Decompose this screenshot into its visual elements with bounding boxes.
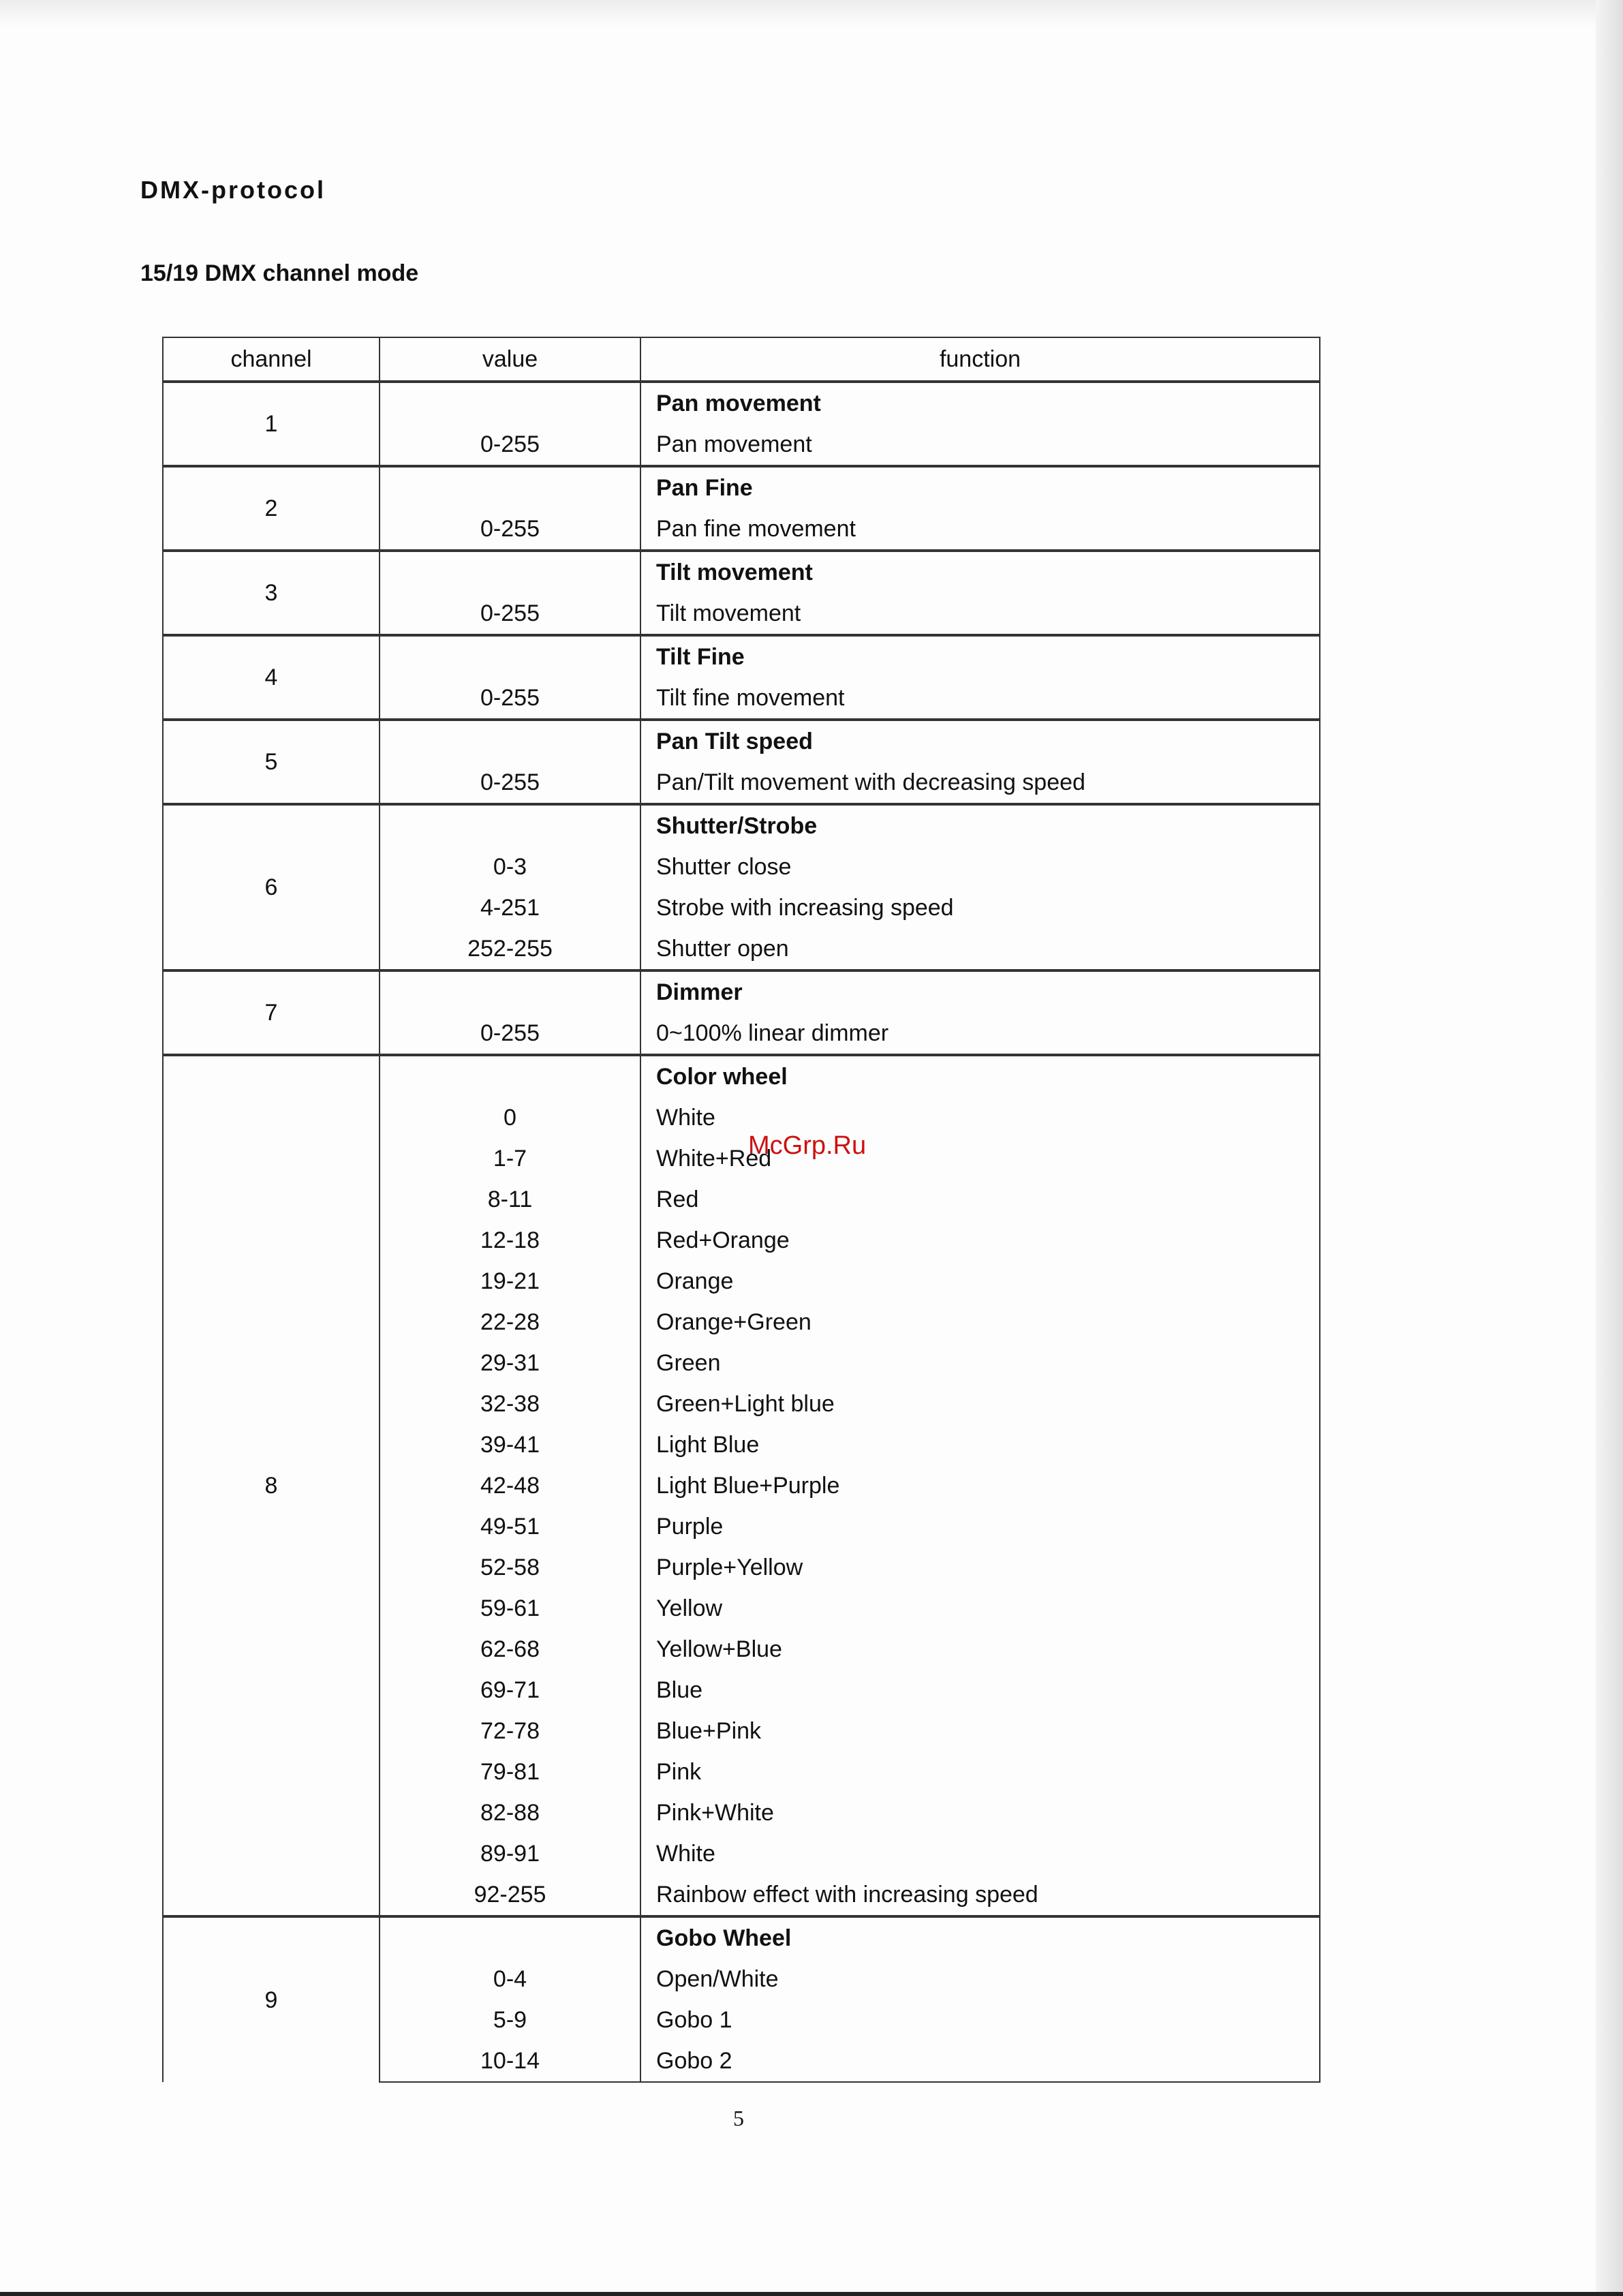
value-cell: 69-71 xyxy=(380,1670,640,1711)
function-group-title: Color wheel xyxy=(640,1055,1320,1097)
function-cell: Orange+Green xyxy=(640,1302,1320,1343)
value-cell: 29-31 xyxy=(380,1343,640,1383)
value-cell: 32-38 xyxy=(380,1383,640,1424)
table-row xyxy=(163,635,1320,677)
table-row xyxy=(163,382,1320,424)
channel-cell: 5 xyxy=(163,720,380,804)
value-cell: 0-255 xyxy=(380,424,640,466)
function-cell: 0~100% linear dimmer xyxy=(640,1013,1320,1055)
value-cell: 1-7 xyxy=(380,1138,640,1179)
value-cell: 82-88 xyxy=(380,1792,640,1833)
function-group-title: Tilt Fine xyxy=(640,635,1320,677)
table-row xyxy=(163,1916,1320,1959)
function-cell: Gobo 2 xyxy=(640,2040,1320,2082)
value-cell: 0 xyxy=(380,1097,640,1138)
page-heading: DMX-protocol xyxy=(140,176,326,204)
function-cell: Pan fine movement xyxy=(640,508,1320,551)
table-row xyxy=(163,970,1320,1013)
value-cell: 49-51 xyxy=(380,1506,640,1547)
function-cell: White+Red xyxy=(640,1138,1320,1179)
section-subheading: 15/19 DMX channel mode xyxy=(140,260,419,286)
function-cell: Pink+White xyxy=(640,1792,1320,1833)
function-cell: Light Blue+Purple xyxy=(640,1465,1320,1506)
function-cell: Green+Light blue xyxy=(640,1383,1320,1424)
function-group-title: Pan Tilt speed xyxy=(640,720,1320,762)
value-cell xyxy=(380,1055,640,1097)
function-cell: Orange xyxy=(640,1261,1320,1302)
function-cell: White xyxy=(640,1833,1320,1874)
value-cell: 0-255 xyxy=(380,508,640,551)
value-cell: 10-14 xyxy=(380,2040,640,2082)
function-group-title: Pan Fine xyxy=(640,466,1320,508)
value-cell: 62-68 xyxy=(380,1629,640,1670)
value-cell xyxy=(380,635,640,677)
function-cell: Tilt fine movement xyxy=(640,677,1320,720)
scan-top-shadow xyxy=(0,0,1623,27)
value-cell xyxy=(380,970,640,1013)
function-cell: Rainbow effect with increasing speed xyxy=(640,1874,1320,1916)
value-cell: 8-11 xyxy=(380,1179,640,1220)
function-cell: Blue+Pink xyxy=(640,1711,1320,1751)
channel-cell: 4 xyxy=(163,635,380,720)
value-cell: 72-78 xyxy=(380,1711,640,1751)
channel-cell: 7 xyxy=(163,970,380,1055)
value-cell: 252-255 xyxy=(380,928,640,970)
table-row xyxy=(163,551,1320,593)
table-row xyxy=(163,466,1320,508)
function-cell: Pan movement xyxy=(640,424,1320,466)
table-header-row xyxy=(163,337,1320,382)
value-cell: 89-91 xyxy=(380,1833,640,1874)
channel-cell: 1 xyxy=(163,382,380,466)
value-cell xyxy=(380,804,640,846)
function-cell: Purple+Yellow xyxy=(640,1547,1320,1588)
table-row xyxy=(163,1055,1320,1097)
value-cell: 42-48 xyxy=(380,1465,640,1506)
value-cell: 19-21 xyxy=(380,1261,640,1302)
value-cell: 0-255 xyxy=(380,762,640,804)
value-cell: 22-28 xyxy=(380,1302,640,1343)
function-cell: Purple xyxy=(640,1506,1320,1547)
column-header-function: function xyxy=(640,337,1320,382)
function-cell: Light Blue xyxy=(640,1424,1320,1465)
value-cell: 12-18 xyxy=(380,1220,640,1261)
value-cell: 92-255 xyxy=(380,1874,640,1916)
function-cell: Pink xyxy=(640,1751,1320,1792)
table-row xyxy=(163,720,1320,762)
function-cell: Pan/Tilt movement with decreasing speed xyxy=(640,762,1320,804)
function-group-title: Dimmer xyxy=(640,970,1320,1013)
function-cell: Yellow xyxy=(640,1588,1320,1629)
function-cell: Shutter open xyxy=(640,928,1320,970)
value-cell xyxy=(380,1916,640,1959)
value-cell: 5-9 xyxy=(380,2000,640,2040)
value-cell: 79-81 xyxy=(380,1751,640,1792)
function-cell: Red xyxy=(640,1179,1320,1220)
function-group-title: Gobo Wheel xyxy=(640,1916,1320,1959)
function-cell: Red+Orange xyxy=(640,1220,1320,1261)
function-cell: Blue xyxy=(640,1670,1320,1711)
function-cell: White xyxy=(640,1097,1320,1138)
watermark-text: McGrp.Ru xyxy=(748,1131,867,1160)
value-cell xyxy=(380,382,640,424)
value-cell: 0-3 xyxy=(380,846,640,887)
function-cell: Gobo 1 xyxy=(640,2000,1320,2040)
channel-cell: 2 xyxy=(163,466,380,551)
table-row xyxy=(163,804,1320,846)
channel-cell: 9 xyxy=(163,1916,380,2082)
value-cell: 52-58 xyxy=(380,1547,640,1588)
channel-cell: 6 xyxy=(163,804,380,970)
value-cell xyxy=(380,466,640,508)
dmx-channel-table xyxy=(162,337,1320,2083)
page-number: 5 xyxy=(733,2106,744,2130)
value-cell: 0-4 xyxy=(380,1959,640,2000)
function-cell: Shutter close xyxy=(640,846,1320,887)
function-cell: Green xyxy=(640,1343,1320,1383)
value-cell: 59-61 xyxy=(380,1588,640,1629)
scan-page-edge xyxy=(1596,0,1623,2296)
channel-cell: 3 xyxy=(163,551,380,635)
column-header-channel: channel xyxy=(163,337,380,382)
function-group-title: Tilt movement xyxy=(640,551,1320,593)
function-group-title: Pan movement xyxy=(640,382,1320,424)
scan-bottom-edge xyxy=(0,2292,1623,2296)
function-cell: Open/White xyxy=(640,1959,1320,2000)
value-cell: 39-41 xyxy=(380,1424,640,1465)
function-cell: Strobe with increasing speed xyxy=(640,887,1320,928)
table-body xyxy=(163,382,1320,2082)
function-cell: Yellow+Blue xyxy=(640,1629,1320,1670)
value-cell xyxy=(380,720,640,762)
function-cell: Tilt movement xyxy=(640,593,1320,635)
value-cell: 4-251 xyxy=(380,887,640,928)
value-cell: 0-255 xyxy=(380,677,640,720)
value-cell: 0-255 xyxy=(380,593,640,635)
value-cell: 0-255 xyxy=(380,1013,640,1055)
function-group-title: Shutter/Strobe xyxy=(640,804,1320,846)
channel-cell: 8 xyxy=(163,1055,380,1916)
column-header-value: value xyxy=(380,337,640,382)
value-cell xyxy=(380,551,640,593)
